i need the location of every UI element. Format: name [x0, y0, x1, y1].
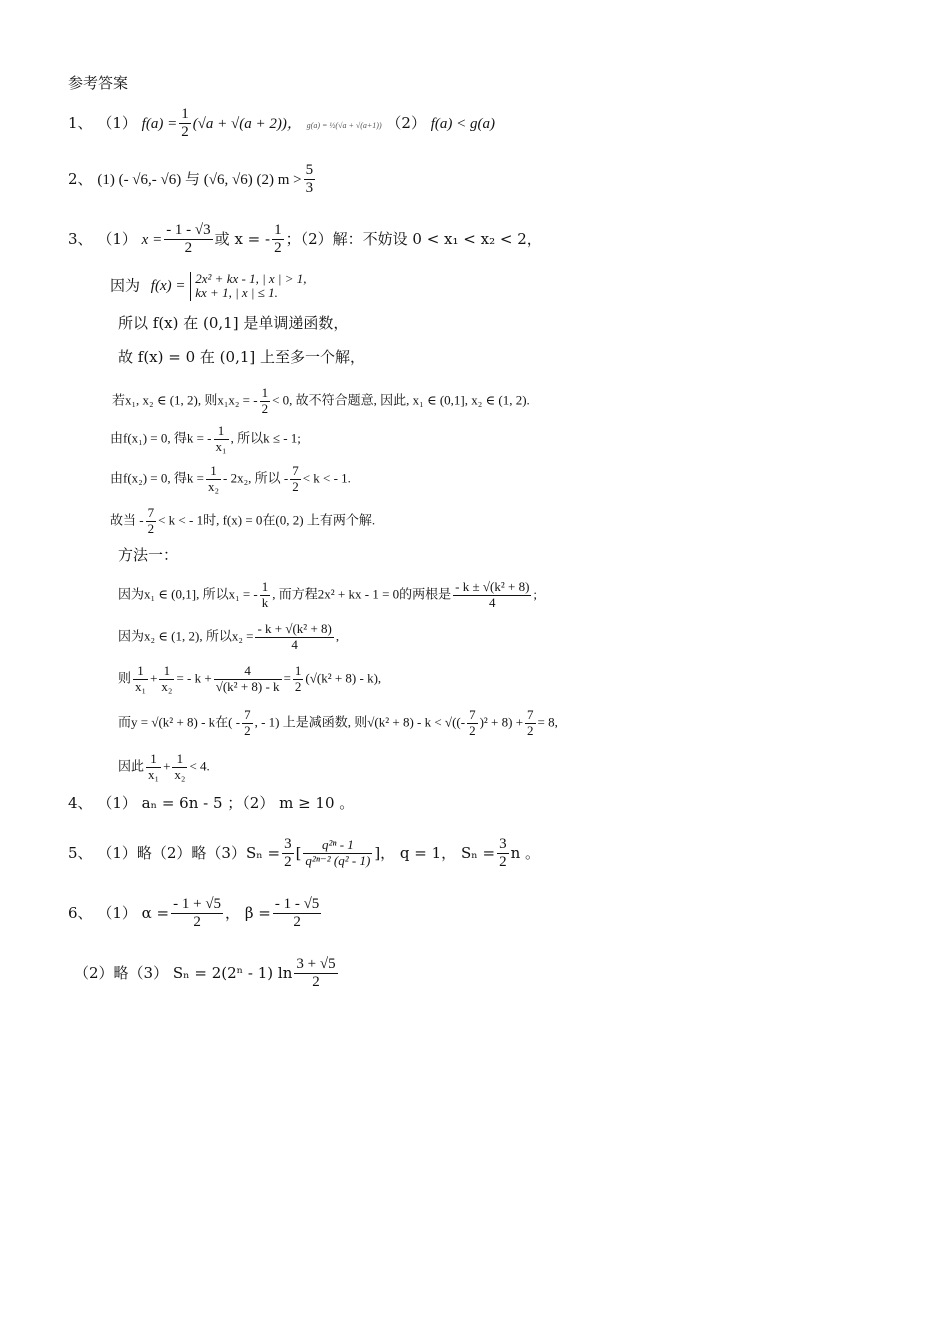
- fraction: $\frac{- 1 - √3}{2}$: [166, 222, 211, 257]
- math-text: ；（2）解：不妨设 0 < x₁ < x₂ < 2，: [285, 229, 542, 248]
- item-number: 1、: [68, 113, 93, 132]
- math-text: ， β =: [225, 903, 271, 922]
- math-text: f(a) =: [141, 115, 178, 132]
- answer-2: [68, 162, 317, 198]
- math-text: x =: [141, 231, 163, 248]
- step-text: 故 f(x) = 0 在 (0,1] 上至多一个解，: [118, 348, 365, 366]
- answer-3-part1: [68, 222, 542, 258]
- item-number: 2、: [68, 169, 93, 188]
- method-step: 而y = √(k² + 8) - k在( - $\frac{7}{2}$ , - 1) 上是减函数, 则√(k² + 8) - k < √((- $\frac{7}{2}$ )² + 8) + $\frac{7}{2}$ = 8,: [118, 707, 558, 738]
- math-text: f(a) < g(a): [430, 115, 496, 132]
- math-text: 或 x = -: [214, 229, 271, 248]
- step-math: 若x₁, x₂ ∈ (1, 2), 则x₁x₂ = - $\frac{1}{2}$ < 0, 故不符合题意, 因此, x₁ ∈ (0,1], x₂ ∈ (1, 2).: [112, 385, 530, 416]
- answer-5: 5、 （1）略（2）略（3）Sₙ = $\frac{3}{2}$ [ $\frac{\text{q²ⁿ - 1}}{\text{q²ⁿ⁻² (q² - 1)}}$ ]， q = 1， Sₙ = $\frac{3}{2}$ n 。: [68, 836, 540, 871]
- method-step: 因为x₁ ∈ (0,1], 所以x₁ = - $\frac{1}{k}$ , 而方程2x² + kx - 1 = 0的两根是 $\frac{\text{- k ± √(k² + 8)}}{4}$ ;: [118, 579, 538, 610]
- answer-6-part1: 6、 （1） α = $\frac{- 1 + √5}{2}$ ， β = $\frac{- 1 - √5}{2}$: [68, 896, 320, 931]
- step-math: 由f(x₁) = 0, 得k = - $\frac{1}{\text{x₁}}$ , 所以k ≤ - 1;: [110, 423, 301, 454]
- page-title: 参考答案: [68, 74, 129, 92]
- part-label: （1）: [97, 229, 137, 248]
- piecewise-cases: 2x² + kx - 1, | x | > 1, kx + 1, | x | ≤ 1.: [190, 272, 306, 301]
- math-text: （1） aₙ = 6n - 5 ；（2） m ≥ 10 。: [97, 794, 355, 812]
- item-number: 5、: [68, 843, 93, 862]
- answer-4: [68, 794, 354, 812]
- math-text: (1) (- √6,- √6) 与 (√6, √6) (2) m >: [97, 171, 302, 188]
- math-text: （2）略（3） Sₙ = 2(2ⁿ - 1) ln: [74, 963, 293, 982]
- fraction: $\frac{1}{2}$: [274, 222, 282, 257]
- item-number: 4、: [68, 794, 93, 812]
- item-number: 6、: [68, 903, 93, 922]
- part-label: （1）: [97, 113, 137, 132]
- step-math: 由f(x₂) = 0, 得k = $\frac{1}{\text{x₂}}$ - 2x₂, 所以 - $\frac{7}{2}$ < k < - 1.: [110, 463, 351, 494]
- step-text: 所以 f(x) 在 (0,1] 是单调递函数，: [118, 314, 349, 332]
- math-text: （1） α =: [97, 903, 170, 922]
- fraction: $\frac{5}{3}$: [305, 162, 314, 197]
- method-step: 因为x₂ ∈ (1, 2), 所以x₂ = $\frac{\text{- k + √(k² + 8)}}{4}$ ,: [118, 621, 340, 652]
- item-number: 3、: [68, 229, 93, 248]
- method-step: 则 $\frac{1}{\text{x₁}}$ + $\frac{1}{\text{x₂}}$ = - k + $\frac{4}{\text{√(k² + 8) - k}}$ = $\frac{1}{2}$ (√(k² + 8) - k),: [118, 663, 382, 694]
- small-formula: g(a) = ½(√a + √(a+1)): [306, 120, 382, 130]
- math-text: (√a + √(a + 2))，: [192, 115, 302, 132]
- text: 因为: [110, 276, 141, 295]
- method-label: 方法一：: [118, 546, 179, 564]
- math-text: f(x) =: [150, 278, 186, 295]
- math-text: ]， q = 1， Sₙ =: [374, 843, 496, 862]
- part-label: （2）: [386, 113, 426, 132]
- answer-6-part2: （2）略（3） Sₙ = 2(2ⁿ - 1) ln $\frac{3 + √5}{2}$: [74, 956, 336, 991]
- piecewise-line: [110, 272, 307, 301]
- method-step: 因此 $\frac{1}{\text{x₁}}$ + $\frac{1}{\text{x₂}}$ < 4.: [118, 751, 210, 782]
- fraction: $\frac{1}{2}$: [181, 106, 189, 141]
- answer-1: [68, 106, 495, 142]
- step-math: 故当 - $\frac{7}{2}$ < k < - 1时, f(x) = 0在(0, 2) 上有两个解.: [110, 505, 376, 536]
- math-text: （1）略（2）略（3）Sₙ =: [97, 843, 281, 862]
